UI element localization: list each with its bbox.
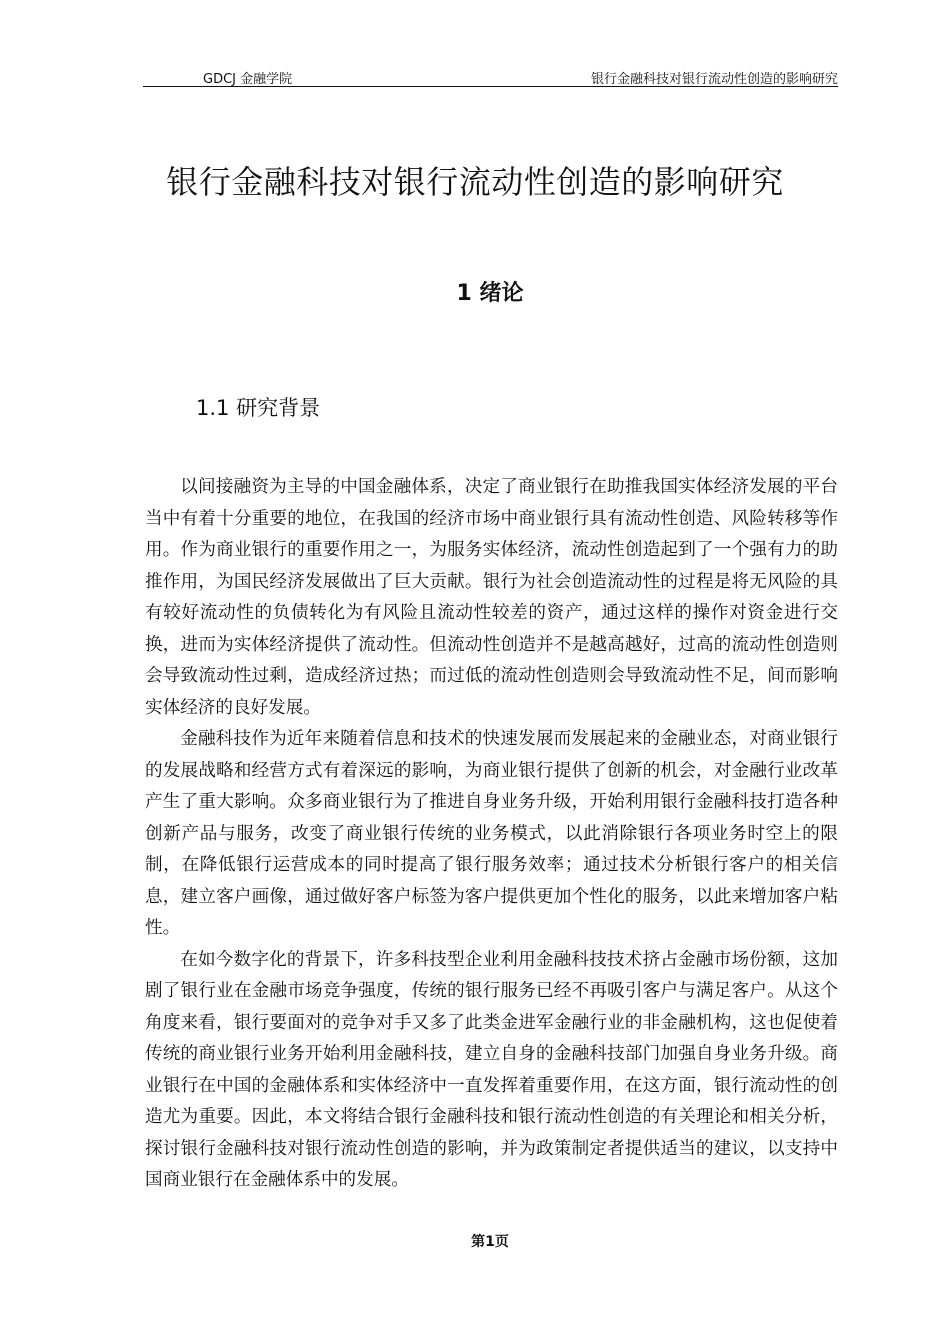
- header-running-title: 银行金融科技对银行流动性创造的影响研究: [590, 72, 838, 87]
- paragraph: 金融科技作为近年来随着信息和技术的快速发展而发展起来的金融业态，对商业银行的发展战略和经营方式有着深远的影响，为商业银行提供了创新的机会，对金融行业改革产生了重大影响。众多商业银行为了推进自身业务升级，开始利用银行金融科技打造各种创新产品与服务，改变了商业银行传统的业务模式，以此消除银行各项业务时空上的限制，在降低银行运营成本的同时提高了银行服务效率；通过技术分析银行客户的相关信息，建立客户画像，通过做好客户标签为客户提供更加个性化的服务，以此来增加客户粘性。: [145, 729, 838, 938]
- paragraph: 以间接融资为主导的中国金融体系，决定了商业银行在助推我国实体经济发展的平台当中有着十分重要的地位，在我国的经济市场中商业银行具有流动性创造、风险转移等作用。作为商业银行的重要作用之一，为服务实体经济，流动性创造起到了一个强有力的助推作用，为国民经济发展做出了巨大贡献。银行为社会创造流动性的过程是将无风险的具有较好流动性的负债转化为有风险且流动性较差的资产，通过这样的操作对资金进行交换，进而为实体经济提供了流动性。但流动性创造并不是越高越好，过高的流动性创造则会导致流动性过剩，造成经济过热；而过低的流动性创造则会导致流动性不足，间而影响实体经济的良好发展。: [145, 477, 838, 718]
- page-header: [143, 66, 838, 87]
- section-heading: 1.1 研究背景: [196, 396, 321, 420]
- page-number: 第1页: [471, 1234, 509, 1250]
- body-text: [145, 472, 838, 1197]
- document-title: 银行金融科技对银行流动性创造的影响研究: [166, 163, 784, 201]
- chapter-heading: 1 绪论: [456, 281, 524, 306]
- paragraph: 在如今数字化的背景下，许多科技型企业利用金融科技技术挤占金融市场份额，这加剧了银行业在金融市场竞争强度，传统的银行服务已经不再吸引客户与满足客户。从这个角度来看，银行要面对的竞争对手又多了此类金进军金融行业的非金融机构，这也促使着传统的商业银行业务开始利用金融科技，建立自身的金融科技部门加强自身业务升级。商业银行在中国的金融体系和实体经济中一直发挥着重要作用，在这方面，银行流动性的创造尤为重要。因此，本文将结合银行金融科技和银行流动性创造的有关理论和相关分析，探讨银行金融科技对银行流动性创造的影响，并为政策制定者提供适当的建议，以支持中国商业银行在金融体系中的发展。: [145, 949, 838, 1190]
- header-institution: GDCJ 金融学院: [203, 72, 293, 87]
